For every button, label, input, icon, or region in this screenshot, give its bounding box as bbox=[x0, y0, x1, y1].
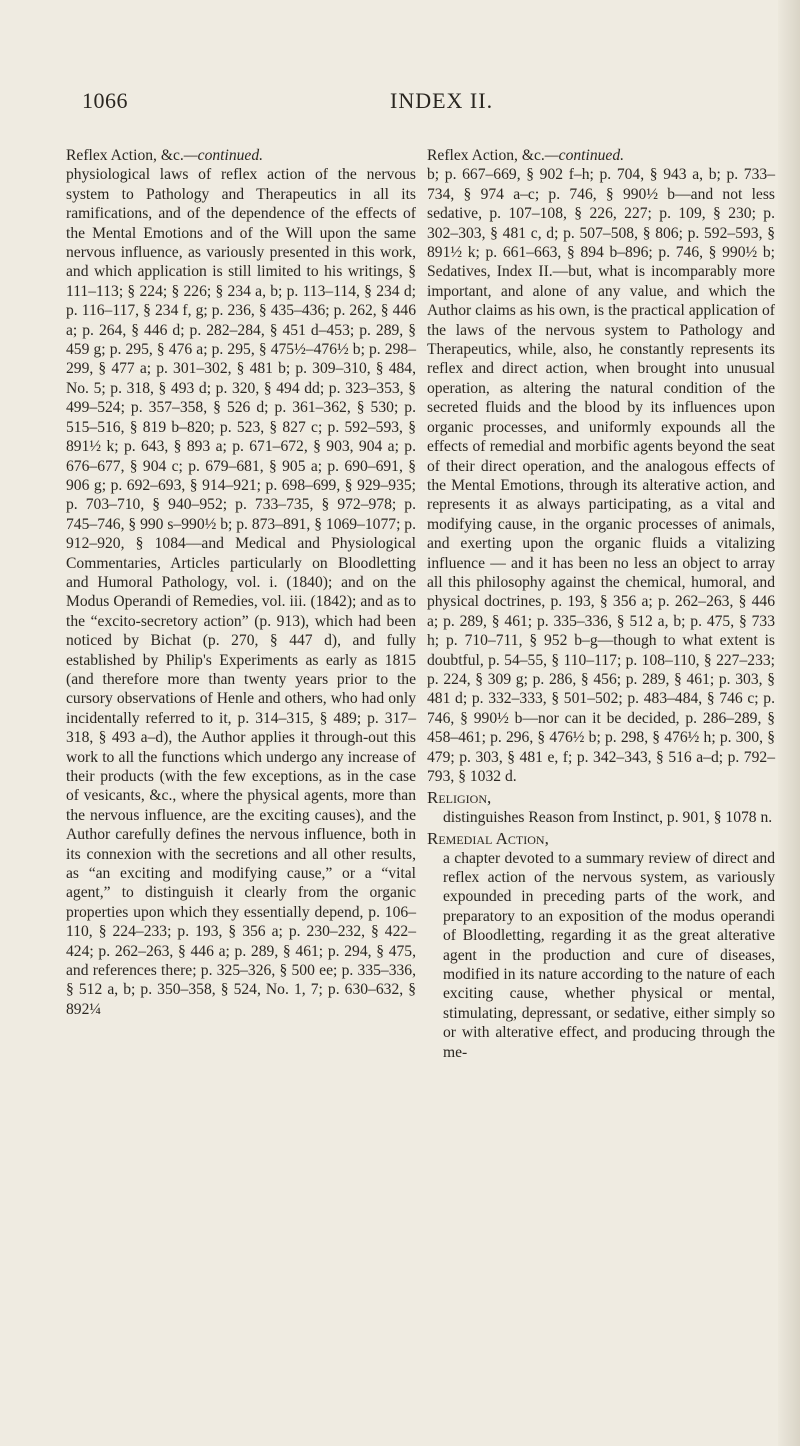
left-column bbox=[66, 146, 416, 1019]
right-entry bbox=[427, 146, 775, 786]
right-entry-text: b; p. 667–669, § 902 f–h; p. 704, § 943 a, b; p. 733–734, § 974 a–c; p. 746, § 990½ b—and not less sedative, p. 107–108, § 226, 227; p. 109, § 230; p. 302–303, § 481 c, d; p. 507–508, § 806; p. 592–593, § 891½ k; p. 661–663, § 894 b–896; p. 746, § 990½ b; Sedatives, Index II.—but, what is incomparably more important, and alone of any value, and which the Author claims as his own, is the practical application of the laws of the nervous system to Pathology and Therapeutics, while, also, he constantly represents its reflex and direct action, when brought into unusual operation, as altering the natural condition of the secreted fluids and the blood by its influences upon organic processes, and uniformly expounds all the effects of remedial and morbific agents beyond the seat of their direct operation, and the analogous effects of the Mental Emotions, through its alterative action, and represents it as always participating, as a vital and modifying cause, in the organic processes of animals, and exerting upon the organic fluids a vitalizing influence — and it has been no less an object to array all this philosophy against the chemical, humoral, and physical doctrines, p. 193, § 356 a; p. 262–263, § 446 a; p. 289, § 461; p. 335–336, § 512 a, b; p. 475, § 733 h; p. 710–711, § 952 b–g—though to what extent is doubtful, p. 54–55, § 110–117; p. 108–110, § 227–233; p. 224, § 309 g; p. 286, § 456; p. 289, § 461; p. 303, § 481 d; p. 332–333, § 501–502; p. 483–484, § 746 c; p. 746, § 990½ b—nor can it be decided, p. 286–289, § 458–461; p. 296, § 476½ b; p. 298, § 476½ h; p. 300, § 479; p. 303, § 481 e, f; p. 342–343, § 516 a–d; p. 792–793, § 1032 d. bbox=[427, 166, 775, 785]
left-entry bbox=[66, 146, 416, 1019]
left-entry-text: physiological laws of reflex action of the nervous system to Pathology and Therapeutics in all its ramifications, and of the dependence of the effects of the Mental Emotions and of the Will upon the same nervous influence, as variously presented in this work, and which application is still limited to his writings, § 111–113; § 224; § 226; § 234 a, b; p. 113–114, § 234 d; p. 116–117, § 234 f, g; p. 236, § 435–436; p. 262, § 446 a; p. 264, § 446 d; p. 282–284, § 451 d–453; p. 289, § 459 g; p. 295, § 476 a; p. 295, § 475½–476½ b; p. 298–299, § 477 a; p. 301–302, § 481 b; p. 309–310, § 484, No. 5; p. 318, § 493 d; p. 320, § 494 dd; p. 323–353, § 499–524; p. 357–358, § 526 d; p. 361–362, § 530; p. 515–516, § 819 b–820; p. 523, § 827 c; p. 592–593, § 891½ k; p. 643, § 893 a; p. 671–672, § 903, 904 a; p. 676–677, § 904 c; p. 679–681, § 905 a; p. 690–691, § 906 g; p. 692–693, § 914–921; p. 698–699, § 929–935; p. 703–710, § 940–952; p. 733–735, § 972–978; p. 745–746, § 990 s–990½ b; p. 873–891, § 1069–1077; p. 912–920, § 1084—and Medical and Physiological Commentaries, Articles particularly on Bloodletting and Humoral Pathology, vol. i. (1840); and on the Modus Operandi of Remedies, vol. iii. (1842); and as to the “excito-secretory action” (p. 913), which had been noticed by Bichat (p. 270, § 447 d), and fully established by Philip's Experiments as early as 1815 (and therefore more than twenty years prior to the cursory observations of Henle and others, who had only incidentally referred to it, p. 314–315, § 489; p. 317–318, § 493 a–d), the Author applies it through-out this work to all the functions which undergo any increase of their products (with the few exceptions, as in the case of vesicants, &c., where the physical agents, more than the nervous influence, are the exciting causes), and the Author carefully defines the nervous influence, both in its connexion with the secretions and all other results, as “an exciting and modifying cause,” or a “vital agent,” to distinguish it clearly from the organic properties upon which they essentially depend, p. 106–110, § 224–233; p. 193, § 356 a; p. 230–232, § 422–424; p. 262–263, § 446 a; p. 289, § 461; p. 294, § 475, and references there; p. 325–326, § 500 ee; p. 335–336, § 512 a, b; p. 350–358, § 524, No. 1, 7; p. 630–632, § 892¼ bbox=[66, 166, 416, 1018]
left-heading-continued: —continued. bbox=[183, 147, 264, 164]
index-term-remedial-action: Remedial Action, bbox=[427, 829, 549, 849]
page-edge-shadow bbox=[778, 0, 800, 1446]
index-body-remedial-action: a chapter devoted to a summary review of direct and reflex action of the nervous system, as variously expounded in preceding parts of the work, and preparatory to an exposition of the modus operandi of Bloodletting, regarding it as the great alterative agent in the production and cure of diseases, modified in its nature according to the nature of each exciting cause, whether physical or mental, stimulating, depressant, or sedative, either simply so or with alterative effect, and producing through the me- bbox=[443, 849, 775, 1061]
left-heading: Reflex Action, &c. bbox=[66, 147, 184, 164]
right-heading-continued: —continued. bbox=[544, 147, 625, 164]
index-body-religion: distinguishes Reason from Instinct, p. 901, § 1078 n. bbox=[443, 808, 773, 826]
right-heading: Reflex Action, &c. bbox=[427, 147, 545, 164]
running-head: INDEX II. bbox=[390, 88, 494, 113]
right-column bbox=[427, 146, 775, 1062]
page-header bbox=[0, 88, 800, 118]
page-number: 1066 bbox=[82, 88, 128, 113]
index-term-religion: Religion, bbox=[427, 788, 492, 808]
